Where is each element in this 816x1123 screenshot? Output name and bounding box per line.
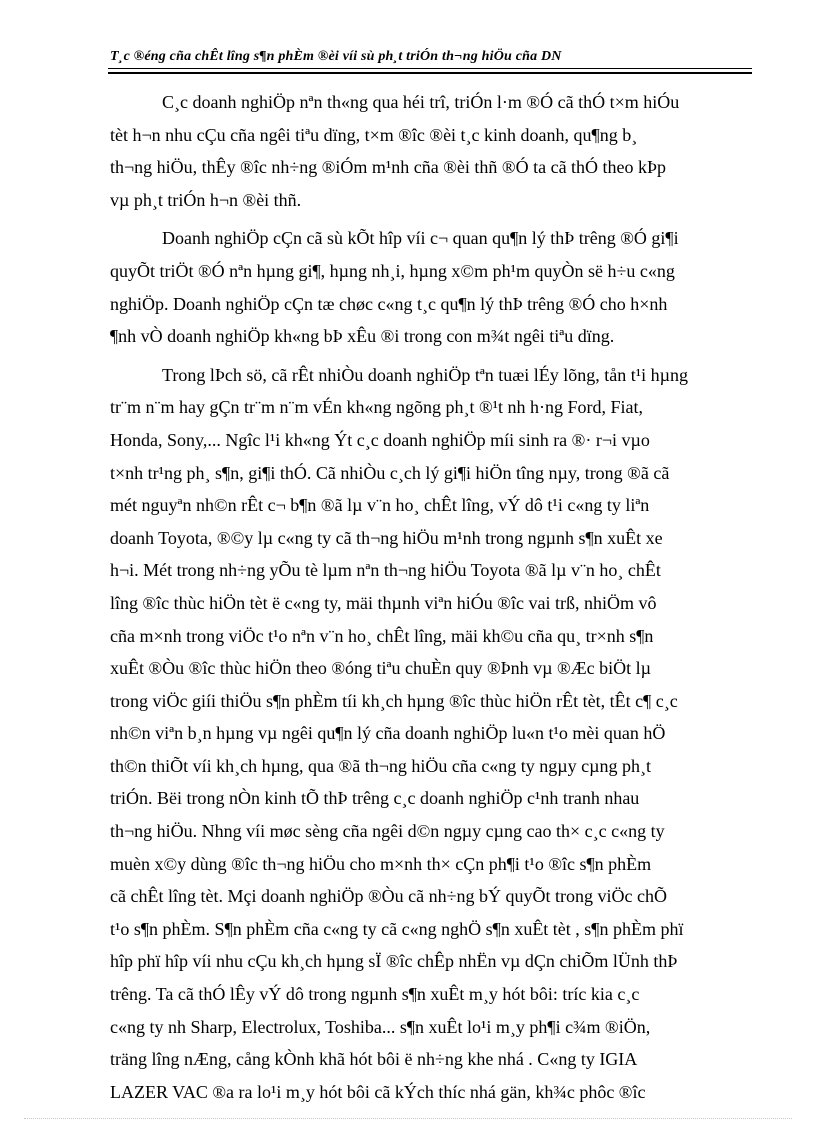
- paragraph-line: Trong lÞch sö, cã rÊt nhiÒu doanh nghiÖp tªn tuæi lÉy lõng, tån t¹i hµng: [162, 364, 689, 385]
- paragraph-line: träng lîng nÆng, cång kÒnh khã hót bôi ë nh÷ng khe nhá . C«ng ty IGIA: [110, 1049, 638, 1070]
- paragraph-line: th©n thiÕt víi kh¸ch hµng, qua ®ã th¬ng hiÖu cña c«ng ty ngµy cµng ph¸t: [110, 755, 652, 776]
- paragraph-line: ¶nh vÒ doanh nghiÖp kh«ng bÞ xÊu ®i trong con m¾t ngêi tiªu dïng.: [110, 326, 615, 347]
- paragraph-line: triÓn. Bëi trong nÒn kinh tÕ thÞ trêng c¸c doanh nghiÖp c¹nh tranh nhau: [110, 788, 640, 809]
- paragraph-line: tr¨m n¨m hay gÇn tr¨m n¨m vÉn kh«ng ngõng ph¸t ®¹t nh h·ng Ford, Fiat,: [110, 397, 644, 418]
- paragraph-line: Doanh nghiÖp cÇn cã sù kÕt hîp víi c¬ quan qu¶n lý thÞ trêng ®Ó gi¶i: [162, 228, 679, 249]
- paragraph-line: t×nh tr¹ng ph¸ s¶n, gi¶i thÓ. Cã nhiÒu c¸ch lý gi¶i hiÖn tîng nµy, trong ®ã cã: [110, 462, 670, 483]
- paragraph-line: nh©n viªn b¸n hµng vµ ngêi qu¶n lý cña doanh nghiÖp lu«n t¹o mèi quan hÖ: [110, 723, 666, 744]
- paragraph-line: tèt h¬n nhu cÇu cña ngêi tiªu dïng, t×m ®îc ®èi t¸c kinh doanh, qu¶ng b¸: [110, 124, 638, 145]
- paragraph-line: th¬ng hiÖu. Nhng víi møc sèng cña ngêi d©n ngµy cµng cao th× c¸c c«ng ty: [110, 821, 665, 842]
- paragraph-line: hîp phï hîp víi nhu cÇu kh¸ch hµng sÏ ®îc chÊp nhËn vµ dÇn chiÕm lÜnh thÞ: [110, 951, 678, 972]
- paragraph-line: Honda, Sony,... Ngîc l¹i kh«ng Ýt c¸c doanh nghiÖp míi sinh ra ®· r¬i vµo: [110, 429, 650, 450]
- paragraph-line: C¸c doanh nghiÖp nªn th«ng qua héi trî, triÓn l·m ®Ó cã thÓ t×m hiÓu: [162, 92, 680, 112]
- paragraph-line: th¬ng hiÖu, thÊy ®îc nh÷ng ®iÓm m¹nh cña ®èi thñ ®Ó ta cã thÓ theo kÞp: [110, 157, 667, 178]
- paragraph-line: cña m×nh trong viÖc t¹o nªn v¨n ho¸ chÊt lîng, mäi kh©u cña qu¸ tr×nh s¶n: [110, 625, 654, 646]
- running-header: T¸c ®éng cña chÊt lîng s¶n phÈm ®èi víi sù ph¸t triÓn th¬ng hiÖu cña DN: [110, 49, 562, 64]
- paragraph-line: muèn x©y dùng ®îc th¬ng hiÖu cho m×nh th× cÇn ph¶i t¹o ®îc s¶n phÈm: [110, 853, 652, 874]
- header-rule-thick: [108, 72, 752, 74]
- paragraph-line: trong viÖc giíi thiÖu s¶n phÈm tíi kh¸ch hµng ®îc thùc hiÖn rÊt tèt, tÊt c¶ c¸c: [110, 690, 678, 711]
- paragraph-line: mét nguyªn nh©n rÊt c¬ b¶n ®ã lµ v¨n ho¸ chÊt lîng, vÝ dô t¹i c«ng ty liªn: [110, 495, 650, 516]
- paragraph-line: t¹o s¶n phÈm. S¶n phÈm cña c«ng ty cã c«ng nghÖ s¶n xuÊt tèt , s¶n phÈm phï: [110, 918, 684, 939]
- paragraph-line: h¬i. Mét trong nh÷ng yÕu tè lµm nªn th¬ng hiÖu Toyota ®ã lµ v¨n ho¸ chÊt: [110, 560, 661, 581]
- paragraph-line: c«ng ty nh Sharp, Electrolux, Toshiba... s¶n xuÊt lo¹i m¸y ph¶i c¾m ®iÖn,: [110, 1016, 651, 1037]
- paragraph-line: cã chÊt lîng tèt. Mçi doanh nghiÖp ®Òu cã nh÷ng bÝ quyÕt trong viÖc chÕ: [110, 886, 667, 907]
- paragraph-line: vµ ph¸t triÓn h¬n ®èi thñ.: [110, 189, 302, 210]
- paragraph-line: quyÕt triÖt ®Ó nªn hµng gi¶, hµng nh¸i, hµng x©m ph¹m quyÒn së h÷u c«ng: [110, 260, 675, 281]
- footer-rule: [24, 1118, 792, 1119]
- paragraph-line: nghiÖp. Doanh nghiÖp cÇn tæ chøc c«ng t¸c qu¶n lý thÞ trêng ®Ó cho h×nh: [110, 293, 668, 314]
- paragraph-line: lîng ®îc thùc hiÖn tèt ë c«ng ty, mäi thµnh viªn hiÓu ®îc vai trß, nhiÖm vô: [110, 592, 657, 613]
- paragraph-line: trêng. Ta cã thÓ lÊy vÝ dô trong ngµnh s¶n xuÊt m¸y hót bôi: tríc kia c¸c: [110, 984, 640, 1005]
- body-text: [110, 86, 750, 1108]
- paragraph-line: doanh Toyota, ®©y lµ c«ng ty cã th¬ng hiÖu m¹nh trong ngµnh s¶n xuÊt xe: [110, 527, 663, 548]
- paragraph-line: LAZER VAC ®a ra lo¹i m¸y hót bôi cã kÝch thíc nhá gän, kh¾c phôc ®îc: [110, 1081, 646, 1102]
- paragraph-line: xuÊt ®Òu ®îc thùc hiÖn theo ®óng tiªu chuÈn quy ®Þnh vµ ®Æc biÖt lµ: [110, 658, 652, 679]
- header-rule-thin: [108, 68, 752, 69]
